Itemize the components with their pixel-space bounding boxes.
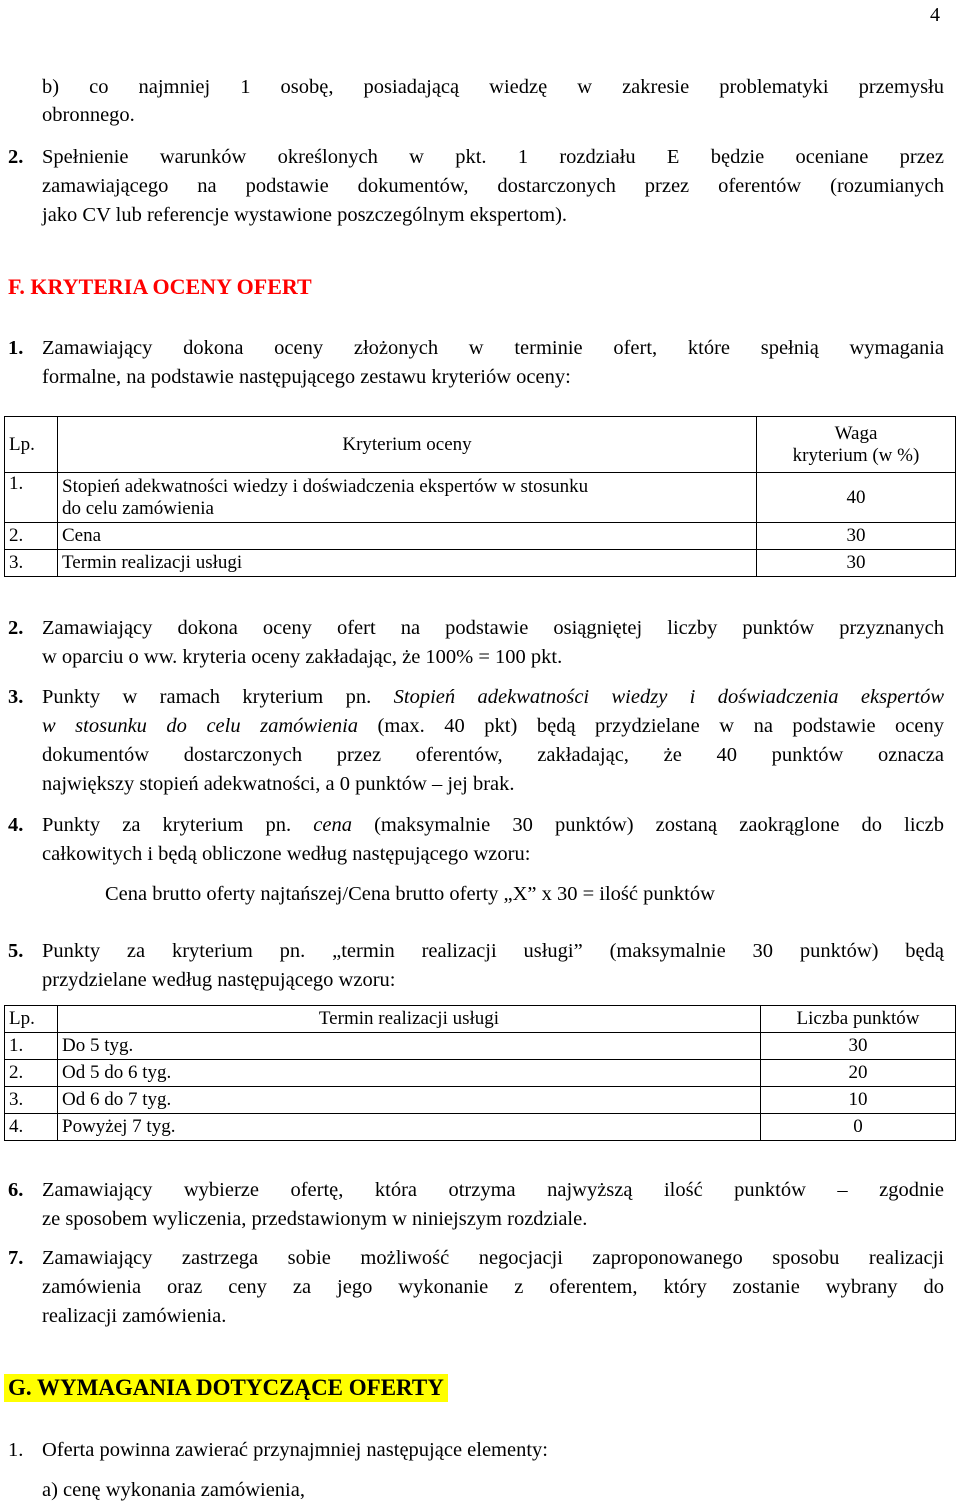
table-cell-criterion: Cena	[58, 523, 757, 550]
item-number: 6.	[8, 1179, 24, 1201]
paragraph-line: realizacji zamówienia.	[42, 1305, 227, 1327]
table-header-cell: Lp.	[5, 1006, 58, 1033]
paragraph-line: dokumentów dostarczonych przez oferentów, zakładając, że 40 punktów oznacza	[42, 744, 944, 766]
paragraph-line: Zamawiający zastrzega sobie możliwość negocjacji zaproponowanego sposobu realizacji	[42, 1247, 944, 1269]
table-cell-lp: 3.	[5, 1087, 58, 1114]
table-cell-term: Od 6 do 7 tyg.	[58, 1087, 761, 1114]
list-item-b: b) co najmniej 1 osobę, posiadającą wiedzę w zakresie problematyki przemysłu	[42, 76, 944, 98]
paragraph-line: Oferta powinna zawierać przynajmniej następujące elementy:	[42, 1439, 548, 1461]
paragraph-line: zamawiającego na podstawie dokumentów, dostarczonych przez oferentów (rozumianych	[42, 175, 944, 197]
weight-header-line: kryterium (w %)	[792, 444, 920, 466]
paragraph-line	[42, 815, 944, 836]
table-header-cell: Kryterium oceny	[58, 417, 757, 473]
table-row	[5, 1114, 956, 1141]
table-header-cell: Lp.	[5, 417, 58, 473]
table-row	[5, 1060, 956, 1087]
paragraph-line: przydzielane według następującego wzoru:	[42, 969, 396, 991]
italic-span: cena	[313, 814, 352, 836]
table-header-cell: Termin realizacji usługi	[58, 1006, 761, 1033]
paragraph-line: największy stopień adekwatności, a 0 punktów – jej brak.	[42, 773, 515, 795]
table-row	[5, 523, 956, 550]
table-cell-weight: 30	[757, 550, 956, 577]
table-cell-weight: 30	[757, 523, 956, 550]
text-span: (max. 40 pkt) będą przydzielane w na podstawie oceny	[358, 715, 945, 737]
weight-header-line: Waga	[834, 422, 878, 444]
paragraph-line: Zamawiający wybierze ofertę, która otrzyma najwyższą ilość punktów – zgodnie	[42, 1179, 944, 1201]
list-item-a: a) cenę wykonania zamówienia,	[42, 1479, 305, 1501]
table-header-row	[5, 417, 956, 473]
table-cell-points: 0	[761, 1114, 956, 1141]
paragraph-line: Zamawiający dokona oceny złożonych w terminie ofert, które spełnią wymagania	[42, 337, 944, 359]
paragraph-line: jako CV lub referencje wystawione poszczególnym ekspertom).	[42, 204, 568, 226]
table-cell-lp: 2.	[5, 523, 58, 550]
table-row	[5, 1033, 956, 1060]
table-header-cell: Liczba punktów	[761, 1006, 956, 1033]
table-row	[5, 1087, 956, 1114]
paragraph-line: formalne, na podstawie następującego zestawu kryteriów oceny:	[42, 366, 571, 388]
table-cell-lp: 4.	[5, 1114, 58, 1141]
table-cell-term: Od 5 do 6 tyg.	[58, 1060, 761, 1087]
paragraph-line: zamówienia oraz ceny za jego wykonanie z oferentem, który zostanie wybrany do	[42, 1276, 944, 1298]
table-header-cell	[757, 417, 956, 473]
page-number: 4	[930, 4, 940, 26]
paragraph-line: w oparciu o ww. kryteria oceny zakładając, że 100% = 100 pkt.	[42, 646, 563, 668]
criterion-line: Stopień adekwatności wiedzy i doświadczenia ekspertów w stosunku	[62, 475, 589, 497]
section-heading-f: F. KRYTERIA OCENY OFERT	[8, 274, 312, 299]
item-number: 3.	[8, 686, 24, 708]
criteria-table	[4, 416, 956, 577]
table-cell-lp: 2.	[5, 1060, 58, 1087]
item-number: 7.	[8, 1247, 24, 1269]
item-number: 2.	[8, 617, 24, 639]
table-cell-points: 20	[761, 1060, 956, 1087]
item-number: 4.	[8, 814, 24, 836]
text-span: Punkty za kryterium pn.	[42, 814, 314, 836]
paragraph-line: ze sposobem wyliczenia, przedstawionym w niniejszym rozdziale.	[42, 1208, 588, 1230]
paragraph-line: Zamawiający dokona oceny ofert na podstawie osiągniętej liczby punktów przyznanych	[42, 617, 944, 639]
table-row	[5, 473, 956, 523]
table-cell-lp: 1.	[5, 1033, 58, 1060]
section-heading-g: G. WYMAGANIA DOTYCZĄCE OFERTY	[4, 1374, 448, 1402]
item-number: 1.	[8, 1439, 24, 1461]
list-item-b-continued: obronnego.	[42, 104, 135, 126]
formula: Cena brutto oferty najtańszej/Cena brutto oferty „X” x 30 = ilość punktów	[105, 883, 715, 905]
text-span: (maksymalnie 30 punktów) zostaną zaokrąglone do liczb	[351, 814, 944, 836]
text-span: Punkty w ramach kryterium pn.	[42, 686, 394, 708]
paragraph-line	[42, 716, 944, 737]
table-cell-lp: 1.	[5, 473, 58, 523]
table-cell-criterion: Termin realizacji usługi	[58, 550, 757, 577]
table-header-row	[5, 1006, 956, 1033]
table-cell-weight: 40	[757, 473, 956, 523]
time-table	[4, 1005, 956, 1141]
table-cell-points: 10	[761, 1087, 956, 1114]
paragraph-line: Punkty za kryterium pn. „termin realizacji usługi” (maksymalnie 30 punktów) będą	[42, 940, 944, 962]
table-cell-criterion	[58, 473, 757, 523]
table-cell-term: Do 5 tyg.	[58, 1033, 761, 1060]
criterion-line: do celu zamówienia	[62, 497, 214, 519]
table-cell-lp: 3.	[5, 550, 58, 577]
italic-span: w stosunku do celu zamówienia	[42, 715, 359, 737]
table-row	[5, 550, 956, 577]
paragraph-line: całkowitych i będą obliczone według następującego wzoru:	[42, 843, 531, 865]
paragraph-line	[42, 687, 944, 708]
item-number: 2.	[8, 146, 24, 168]
italic-span: Stopień adekwatności wiedzy i doświadczenia ekspertów	[393, 686, 944, 708]
item-number: 5.	[8, 940, 24, 962]
item-number: 1.	[8, 337, 24, 359]
table-cell-points: 30	[761, 1033, 956, 1060]
paragraph-line: Spełnienie warunków określonych w pkt. 1 rozdziału E będzie oceniane przez	[42, 146, 944, 168]
table-cell-term: Powyżej 7 tyg.	[58, 1114, 761, 1141]
